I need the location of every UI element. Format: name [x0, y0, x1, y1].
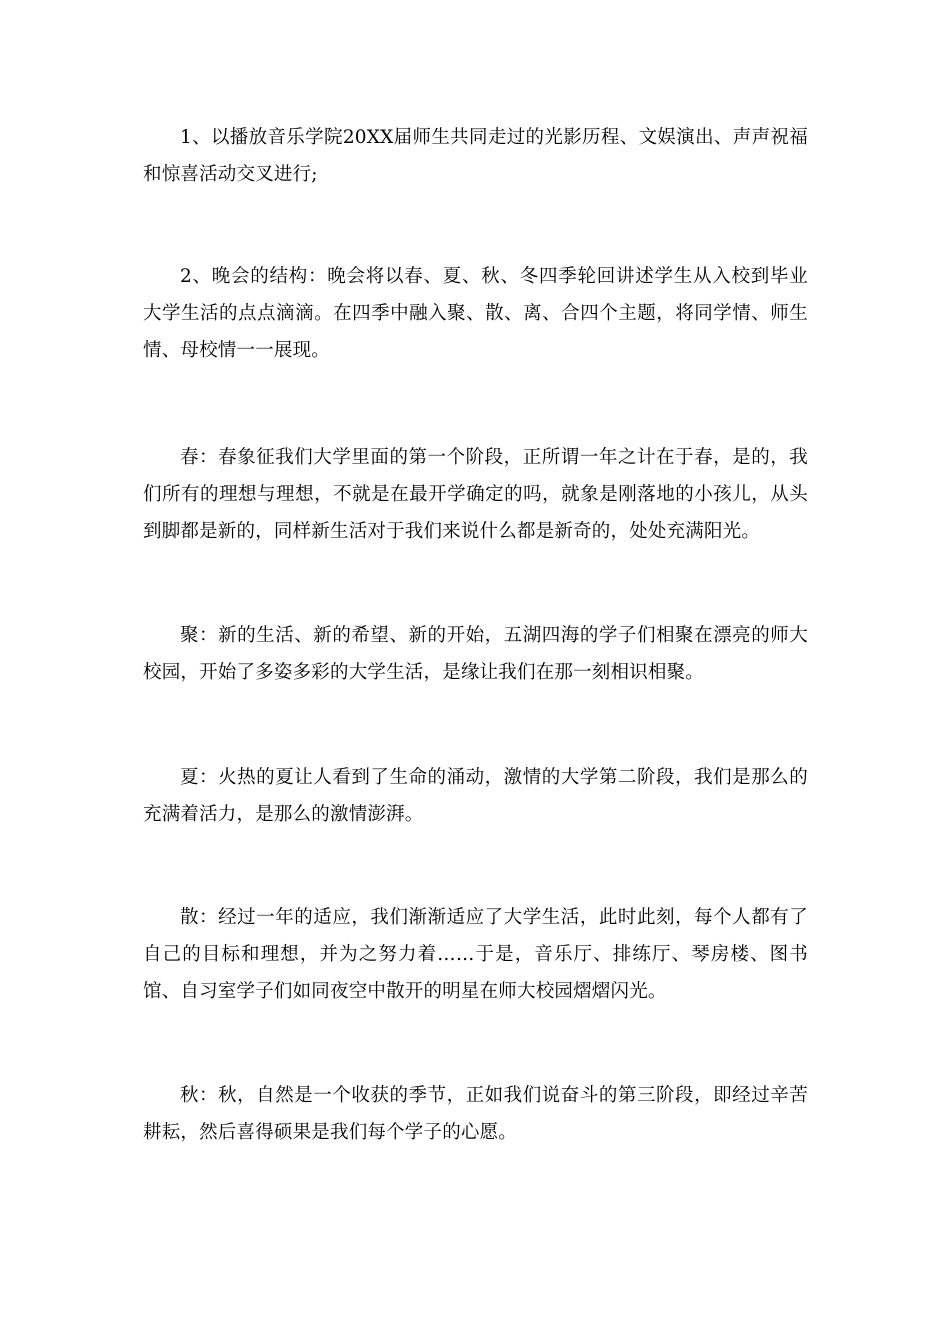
paragraph-spring: 春：春象征我们大学里面的第一个阶段，正所谓一年之计在于春，是的，我们所有的理想与理想，不就是在最开学确定的吗，就象是刚落地的小孩儿，从头到脚都是新的，同样新生活对于我们来说什么都是新奇的，处处充满阳光。 — [143, 447, 808, 542]
paragraph-gather: 聚：新的生活、新的希望、新的开始，五湖四海的学子们相聚在漂亮的师大校园，开始了多姿多彩的大学生活，是缘让我们在那一刻相识相聚。 — [143, 625, 808, 683]
paragraph-gala-structure: 2、晚会的结构：晚会将以春、夏、秋、冬四季轮回讲述学生从入校到毕业大学生活的点点滴滴。在四季中融入聚、散、离、合四个主题，将同学情、师生情、母校情一一展现。 — [143, 266, 808, 361]
paragraph-program-format: 1、以播放音乐学院20XX届师生共同走过的光影历程、文娱演出、声声祝福和惊喜活动交叉进行; — [143, 127, 808, 185]
paragraph-scatter: 散：经过一年的适应，我们渐渐适应了大学生活，此时此刻，每个人都有了自己的目标和理想，并为之努力着……于是，音乐厅、排练厅、琴房楼、图书馆、自习室学子们如同夜空中散开的明星在师大校园熠熠闪光。 — [143, 907, 808, 1002]
paragraph-autumn: 秋：秋，自然是一个收获的季节，正如我们说奋斗的第三阶段，即经过辛苦耕耘，然后喜得硕果是我们每个学子的心愿。 — [143, 1085, 808, 1143]
paragraph-summer: 夏：火热的夏让人看到了生命的涌动，激情的大学第二阶段，我们是那么的充满着活力，是那么的激情澎湃。 — [143, 767, 808, 825]
